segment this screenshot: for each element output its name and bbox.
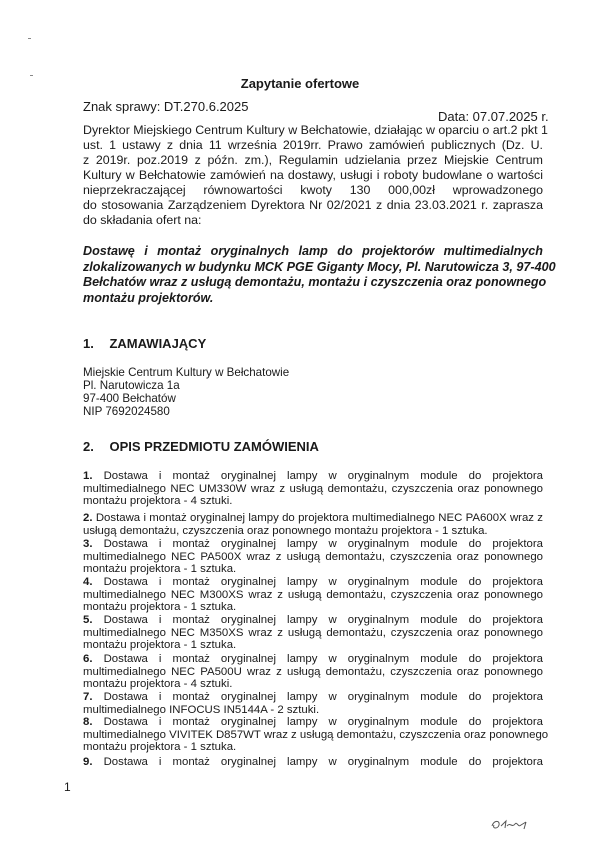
item-line: Dostawa i montaż oryginalnej lampy w oryginalnym module do projektora: [103, 614, 543, 626]
intro-line: ust. 1 ustawy z dnia 11 września 2019rr. Prawo zamówień publicznych (Dz. U.: [83, 138, 543, 152]
item-number: 7.: [83, 691, 93, 703]
item-line: multimedialnego INFOCUS IN5144A - 2 sztuki.: [83, 703, 320, 716]
intro-line: nieprzekraczającej równowartości kwoty 130 000,00zł wprowadzonego: [83, 183, 543, 197]
address-line: NIP 7692024580: [83, 405, 170, 418]
item-line: multimedialnego VIVITEK D857WT wraz z usługą demontażu, czyszczenia oraz ponownego: [83, 728, 549, 741]
item-number: 3.: [83, 538, 93, 550]
section-number: 1.: [83, 336, 94, 351]
section-heading-ordering-party: [83, 336, 206, 351]
list-item: [83, 756, 543, 769]
item-line: Dostawa i montaż oryginalnej lampy w oryginalnym module do projektora: [103, 470, 543, 482]
item-line: montażu projektora - 4 sztuki.: [83, 495, 233, 508]
item-number: 5.: [83, 614, 93, 626]
document-date: Data: 07.07.2025 r.: [438, 109, 549, 124]
subject-line: montażu projektorów.: [83, 290, 214, 305]
item-line: montażu projektora - 1 sztuka.: [83, 639, 237, 652]
list-item: [83, 614, 543, 652]
item-line: Dostawa i montaż oryginalnej lampy w oryginalnym module do projektora: [103, 716, 543, 728]
intro-line: z 2019r. poz.2019 z późn. zm.), Regulamin udzielania przez Miejskie Centrum: [83, 153, 543, 167]
list-item: [83, 576, 543, 614]
document-title: Zapytanie ofertowe: [240, 76, 360, 91]
list-item: [83, 512, 543, 537]
reference-number: Znak sprawy: DT.270.6.2025: [83, 99, 249, 114]
item-line: montażu projektora - 1 sztuka.: [83, 563, 237, 576]
intro-line: do stosowania Zarządzeniem Dyrektora Nr 02/2021 z dnia 23.03.2021 r. zaprasza: [83, 198, 543, 212]
item-number: 8.: [83, 716, 93, 728]
scan-mark: [28, 38, 31, 39]
item-number: 4.: [83, 576, 93, 588]
intro-line: Dyrektor Miejskiego Centrum Kultury w Bełchatowie, działając w oparciu o art.2 pkt 1: [83, 123, 548, 137]
section-title: OPIS PRZEDMIOTU ZAMÓWIENIA: [109, 439, 319, 454]
signature-mark: [488, 816, 536, 832]
item-line: Dostawa i montaż oryginalnej lampy w oryginalnym module do projektora: [103, 576, 543, 588]
section-title: ZAMAWIAJĄCY: [109, 336, 207, 351]
order-subject: [83, 244, 556, 306]
intro-line: Kultury w Bełchatowie zamówień na dostawy, usługi i roboty budowlane o wartości: [83, 168, 543, 182]
item-line: Dostawa i montaż oryginalnej lampy w oryginalnym module do projektora: [103, 653, 543, 665]
item-line: montażu projektora - 1 sztuka.: [83, 601, 237, 614]
ordering-party-address: [83, 366, 289, 418]
item-line: multimedialnego NEC M300XS wraz z usługą demontażu, czyszczenia oraz ponownego: [83, 588, 543, 601]
item-line: montażu projektora - 4 sztuki.: [83, 678, 233, 691]
item-number: 6.: [83, 653, 93, 665]
item-line: usługą demontażu, czyszczenia oraz ponownego montażu projektora - 1 sztuka.: [83, 524, 488, 537]
item-line: Dostawa i montaż oryginalnej lampy do projektora multimedialnego NEC PA600X wraz z: [95, 512, 544, 524]
section-heading-order-description: [83, 439, 319, 454]
address-line: Pl. Narutowicza 1a: [83, 379, 180, 392]
subject-line: Dostawę i montaż oryginalnych lamp do projektorów multimedialnych: [83, 244, 543, 258]
item-line: multimedialnego NEC UM330W wraz z usługą demontażu, czyszczenia oraz ponownego: [83, 482, 543, 495]
item-line: Dostawa i montaż oryginalnej lampy w oryginalnym module do projektora: [103, 538, 543, 550]
item-number: 1.: [83, 470, 93, 482]
address-line: 97-400 Bełchatów: [83, 392, 176, 405]
item-number: 2.: [83, 512, 93, 524]
item-line: multimedialnego NEC PA500U wraz z usługą demontażu, czyszczenia oraz ponownego: [83, 665, 543, 678]
item-line: Dostawa i montaż oryginalnej lampy w oryginalnym module do projektora: [103, 691, 543, 703]
page-number: 1: [64, 780, 71, 794]
subject-line: Bełchatów wraz z usługą demontażu, montażu i czyszczenia oraz ponownego: [83, 275, 547, 289]
list-item: [83, 653, 543, 691]
address-line: Miejskie Centrum Kultury w Bełchatowie: [83, 366, 290, 379]
item-line: multimedialnego NEC PA500X wraz z usługą demontażu, czyszczenia oraz ponownego: [83, 550, 543, 563]
intro-line: do składania ofert na:: [83, 213, 202, 227]
item-line: multimedialnego NEC M350XS wraz z usługą demontażu, czyszczenia oraz ponownego: [83, 626, 543, 639]
item-line: Dostawa i montaż oryginalnej lampy w oryginalnym module do projektora: [103, 756, 543, 768]
subject-line: zlokalizowanych w budynku MCK PGE Giganty Mocy, Pl. Narutowicza 3, 97-400: [83, 259, 556, 274]
intro-paragraph: [83, 123, 548, 228]
item-line: montażu projektora - 1 sztuka.: [83, 741, 237, 754]
list-item: [83, 470, 543, 508]
list-item: [83, 716, 549, 754]
item-number: 9.: [83, 756, 93, 768]
list-item: [83, 538, 543, 576]
list-item: [83, 691, 543, 716]
section-number: 2.: [83, 439, 94, 454]
